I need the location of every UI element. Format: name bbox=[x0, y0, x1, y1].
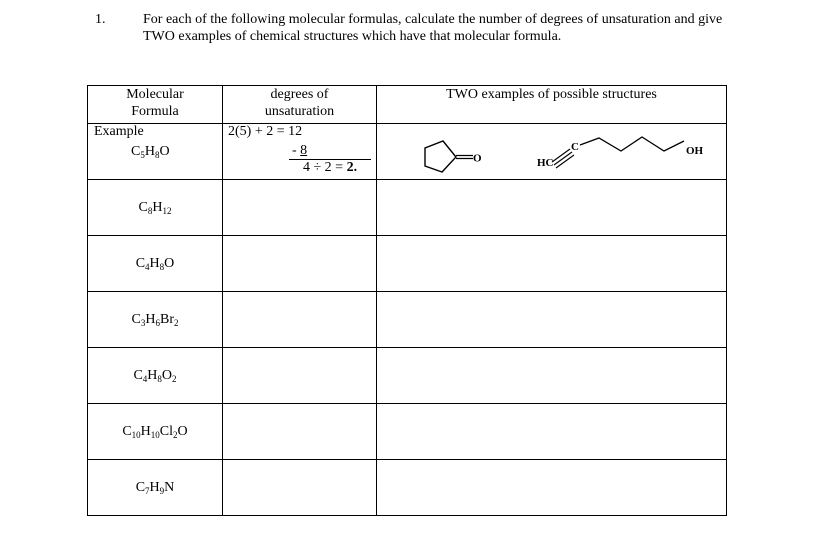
table-row bbox=[88, 236, 727, 292]
formula-element: O bbox=[164, 255, 175, 271]
table-row bbox=[88, 460, 727, 516]
formula-element: H bbox=[149, 255, 160, 271]
formula-subscript: 8 bbox=[159, 261, 165, 272]
table-row bbox=[88, 404, 727, 460]
formula-cell-4 bbox=[88, 348, 223, 404]
formula-subscript: 6 bbox=[155, 317, 160, 328]
example-calc-line2 bbox=[292, 143, 307, 159]
formula-element: C bbox=[135, 479, 146, 495]
formula-element: Br bbox=[159, 311, 174, 327]
header-degrees-line2: unsaturation bbox=[264, 104, 335, 119]
formula-element: H bbox=[152, 199, 163, 215]
molecular-formula bbox=[136, 256, 175, 271]
degrees-input-cell-4[interactable] bbox=[223, 348, 377, 404]
formula-subscript: 9 bbox=[159, 485, 165, 496]
degrees-input-cell-6[interactable] bbox=[223, 460, 377, 516]
question-number: 1. bbox=[95, 12, 106, 27]
example-degrees-cell bbox=[223, 124, 377, 180]
degrees-input-cell-3[interactable] bbox=[223, 292, 377, 348]
formula-element: C bbox=[131, 311, 141, 327]
formula-cell-1 bbox=[88, 180, 223, 236]
formula-element: C bbox=[133, 367, 143, 383]
table-row bbox=[88, 292, 727, 348]
formula-element: O bbox=[161, 367, 173, 383]
example-formula: $C_5H_8O$ bbox=[131, 144, 170, 160]
example-label: Example bbox=[94, 124, 144, 139]
carbonyl-oxygen-label: O bbox=[473, 152, 482, 165]
example-c-count: 5 bbox=[140, 150, 145, 160]
example-calc-line1: 2(5) + 2 = 12 bbox=[228, 124, 303, 139]
formula-element: Cl bbox=[159, 423, 174, 439]
carbon-chain bbox=[580, 137, 684, 151]
cyclopentane-ring bbox=[425, 141, 456, 172]
formula-element: C bbox=[122, 423, 132, 439]
header-degrees-of-unsaturation bbox=[223, 86, 377, 124]
molecular-formula bbox=[139, 200, 172, 215]
formula-element: O bbox=[177, 423, 188, 439]
formula-element: C bbox=[138, 199, 148, 215]
formula-subscript: 4 bbox=[142, 373, 148, 384]
molecular-formula bbox=[133, 368, 176, 383]
formula-element: H bbox=[140, 423, 151, 439]
degrees-input-cell-1[interactable] bbox=[223, 180, 377, 236]
table-row bbox=[88, 348, 727, 404]
table-row bbox=[88, 180, 727, 236]
molecular-formula bbox=[132, 312, 179, 327]
example-calc-result: 2 bbox=[346, 160, 354, 175]
molecular-formula bbox=[136, 480, 175, 495]
unsaturation-table bbox=[87, 85, 727, 516]
header-molecular-formula bbox=[88, 86, 223, 124]
formula-subscript: 3 bbox=[140, 317, 146, 328]
example-row bbox=[88, 124, 727, 180]
example-calc-period: . bbox=[353, 160, 358, 175]
formula-subscript: 2 bbox=[172, 373, 177, 384]
example-formula-cell bbox=[88, 124, 223, 180]
example-calc-minus: - bbox=[292, 143, 301, 158]
example-calc-subtrahend: 8 bbox=[300, 143, 308, 158]
header-formula-line2: Formula bbox=[131, 104, 179, 119]
formula-subscript: 2 bbox=[173, 429, 178, 440]
formula-element: H bbox=[149, 479, 160, 495]
formula-cell-6 bbox=[88, 460, 223, 516]
header-structures bbox=[377, 86, 727, 124]
formula-subscript: 8 bbox=[147, 205, 153, 216]
structures-input-cell-5[interactable] bbox=[377, 404, 727, 460]
formula-cell-3 bbox=[88, 292, 223, 348]
structures-input-cell-1[interactable] bbox=[377, 180, 727, 236]
formula-subscript: 10 bbox=[131, 429, 141, 440]
structures-input-cell-6[interactable] bbox=[377, 460, 727, 516]
formula-element: H bbox=[145, 311, 156, 327]
formula-subscript: 8 bbox=[157, 373, 162, 384]
formula-subscript: 4 bbox=[145, 261, 150, 272]
table-header-row bbox=[88, 86, 727, 124]
molecular-formula bbox=[122, 424, 187, 439]
formula-cell-5 bbox=[88, 404, 223, 460]
example-structures-cell bbox=[377, 124, 727, 180]
formula-subscript: 7 bbox=[145, 485, 150, 496]
formula-subscript: 10 bbox=[150, 429, 160, 440]
formula-cell-2 bbox=[88, 236, 223, 292]
header-degrees-line1: degrees of bbox=[270, 87, 329, 102]
header-structures-label: TWO examples of possible structures bbox=[446, 87, 657, 102]
hydroxyl-label: OH bbox=[686, 145, 704, 157]
example-h-count: 8 bbox=[154, 150, 160, 160]
formula-element: N bbox=[164, 479, 175, 495]
alkyne-carbon-label: C bbox=[571, 141, 579, 153]
degrees-input-cell-5[interactable] bbox=[223, 404, 377, 460]
structures-input-cell-2[interactable] bbox=[377, 236, 727, 292]
formula-subscript: 12 bbox=[162, 205, 172, 216]
formula-element: C bbox=[135, 255, 146, 271]
structures-input-cell-4[interactable] bbox=[377, 348, 727, 404]
question-text: For each of the following molecular formulas, calculate the number of degrees of unsaturation and give TWO examples of chemical structures which have that molecular formula. bbox=[143, 12, 723, 44]
formula-subscript: 2 bbox=[173, 317, 179, 328]
example-calc-line3 bbox=[303, 160, 357, 176]
example-structures-drawing bbox=[377, 124, 727, 179]
header-formula-line1: Molecular bbox=[126, 87, 184, 102]
degrees-input-cell-2[interactable] bbox=[223, 236, 377, 292]
terminal-hc-label: HC bbox=[537, 157, 554, 169]
formula-element: H bbox=[147, 367, 158, 383]
example-calc-division: 4 ÷ 2 = bbox=[303, 160, 347, 175]
structures-input-cell-3[interactable] bbox=[377, 292, 727, 348]
